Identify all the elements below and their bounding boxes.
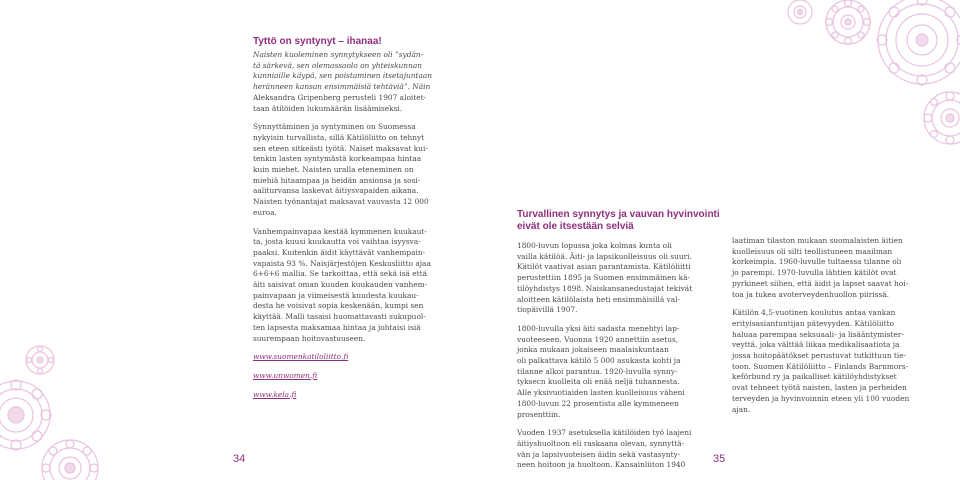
body-paragraph: Kätilön 4,5-vuotinen koulutus antaa vankan erityisasiantuntijan pätevyyden. Kätilöliitto haluaa parempaa seksuaali- ja lisääntymister- veyttä, joka välttää liikaa medikalisaatiota ja jossa hoitopäätökset perustuvat tutkittuun tie- toon. Suomen Kätilöliitto – Finlands Barnmors- keförbund ry ja paikalliset kätilöyhdistykset ovat tehneet työtä naisten, lasten ja perheiden terveyden ja hyvinvoinnin eteen yli 100 vuoden ajan. xyxy=(732,308,910,414)
link-kela[interactable]: www.kela.fi xyxy=(253,389,297,399)
right-page xyxy=(480,0,960,480)
left-page-heading: Tyttö on syntynyt – ihanaa! xyxy=(253,36,382,47)
body-paragraph: 1800-luvulla yksi äiti sadasta menehtyi lap- vuoteeseen. Vuonna 1920 annettiin asetus, jonka mukaan jokaiseen maalaiskuntaan oli palkattava kätilö 5 000 asukasta kohti ja tilanne alkoi parantua. 1920-luvulla synny- tyksecn kuolleita oli enää neljä tuhannesta. Alle yksivuotiaiden lasten kuolleisuus väheni 1800-luvun 22 prosentista alle kymmeneen prosenttiin. xyxy=(517,323,685,419)
page-number-right: 35 xyxy=(713,453,726,465)
intro-paragraph: Naisten kuoleminen synnytykseen oli ”sydän- tä särkevä, sen olemassaolo on yhteiskunnan kunniaille käypä, sen poistaminen itsetajuntaan heränneen kansan ensimmäisiä tehtäviä”. Näin Aleksandra Gripenberg perusteli 1907 aloitet- taan ätilöiden lukumäärän lisäämiseksi. xyxy=(253,50,433,113)
right-text-column xyxy=(732,236,944,423)
body-paragraph: Vanhempainvapaa kestää kymmenen kuukaut- ta, josta kuusi kuukautta voi vaihtaa isyysva- paaksi. Kuitenkin äidit käyttävät vanhempain- vapaista 93 %. Naisjärjestöjen Keskusliitto ajaa 6+6+6 mallia. Se tarkoittaa, että sekä isä että äiti saisivat oman kuuden kuukauden vanhem- painvapaan ja viimeisestä kuudesta kuukau- desta he voisivat sopia keskenään, kumpi sen käyttää. Malli tasaisi huomattavasti sukupuol- ten lapsesta maksamaa hintaa ja johtaisi isiä suurempaan hoitovastuuseen. xyxy=(253,226,431,343)
body-paragraph: 1800-luvun lopussa joka kolmas kunta oli vailla kätilöä. Äiti- ja lapsikuolleisuus oli suuri. Kätilöt vaativat asian parantamista. Kätilöliitti perustettiin 1895 ja Suomen ensimmäinen kä- tilöyhdistys 1898. Naiskansanedustajat tekivät aloitteen kätilölaista heti ensimmäisillä val- tiopäivillä 1907. xyxy=(517,241,693,315)
left-text-column xyxy=(253,36,453,408)
body-paragraph: laatiman tilaston mukaan suomalaisten äitien kuolleisuus oli silti teollistuneen maailman korkeimpia. 1960-luvulle tultaessa tilanne oli jo parempi. 1970-luvulla lähtien kätilöt ovat pyrkineet siihen, että äidit ja lapset saavat hoi- toa ja tukea avoterveydenhuollon piirissä. xyxy=(732,236,909,299)
body-paragraph: Synnyttäminen ja syntyminen on Suomessa nykyisin turvallista, sillä Kätilöliitto on tehnyt sen eteen sitkeästi työtä. Naiset maksavat kui- tenkin lasten syntymästä korkeampaa hintaa kuin miehet. Naisten uralla eteneminen on miehiä hitaampaa ja heidän ansionsa ja sosi- aaliturvansa laskevat äitiysvapaiden aikana. Naisten työnantajat maksavat vauvasta 12 000 euroa. xyxy=(253,122,429,217)
link-suomenkatiloliitto[interactable]: www.suomenkatiloliitto.fi xyxy=(253,352,349,362)
middle-text-column xyxy=(517,209,731,479)
right-page-heading: Turvallinen synnytys ja vauvan hyvinvointi eivät ole itsestään selviä xyxy=(517,209,720,232)
link-unwomen[interactable]: www.unwomen.fi xyxy=(253,370,318,380)
page-number-left: 34 xyxy=(233,453,246,465)
body-paragraph: Vuoden 1937 asetuksella kätilöiden työ laajeni äitiyshuoltoon eli raskaana olevan, synnyttä- vän ja lapsivuoteisen äidin sekä vastasynty- neen hoitoon ja huoltoon. Kansainliiton 1940 xyxy=(517,428,692,470)
